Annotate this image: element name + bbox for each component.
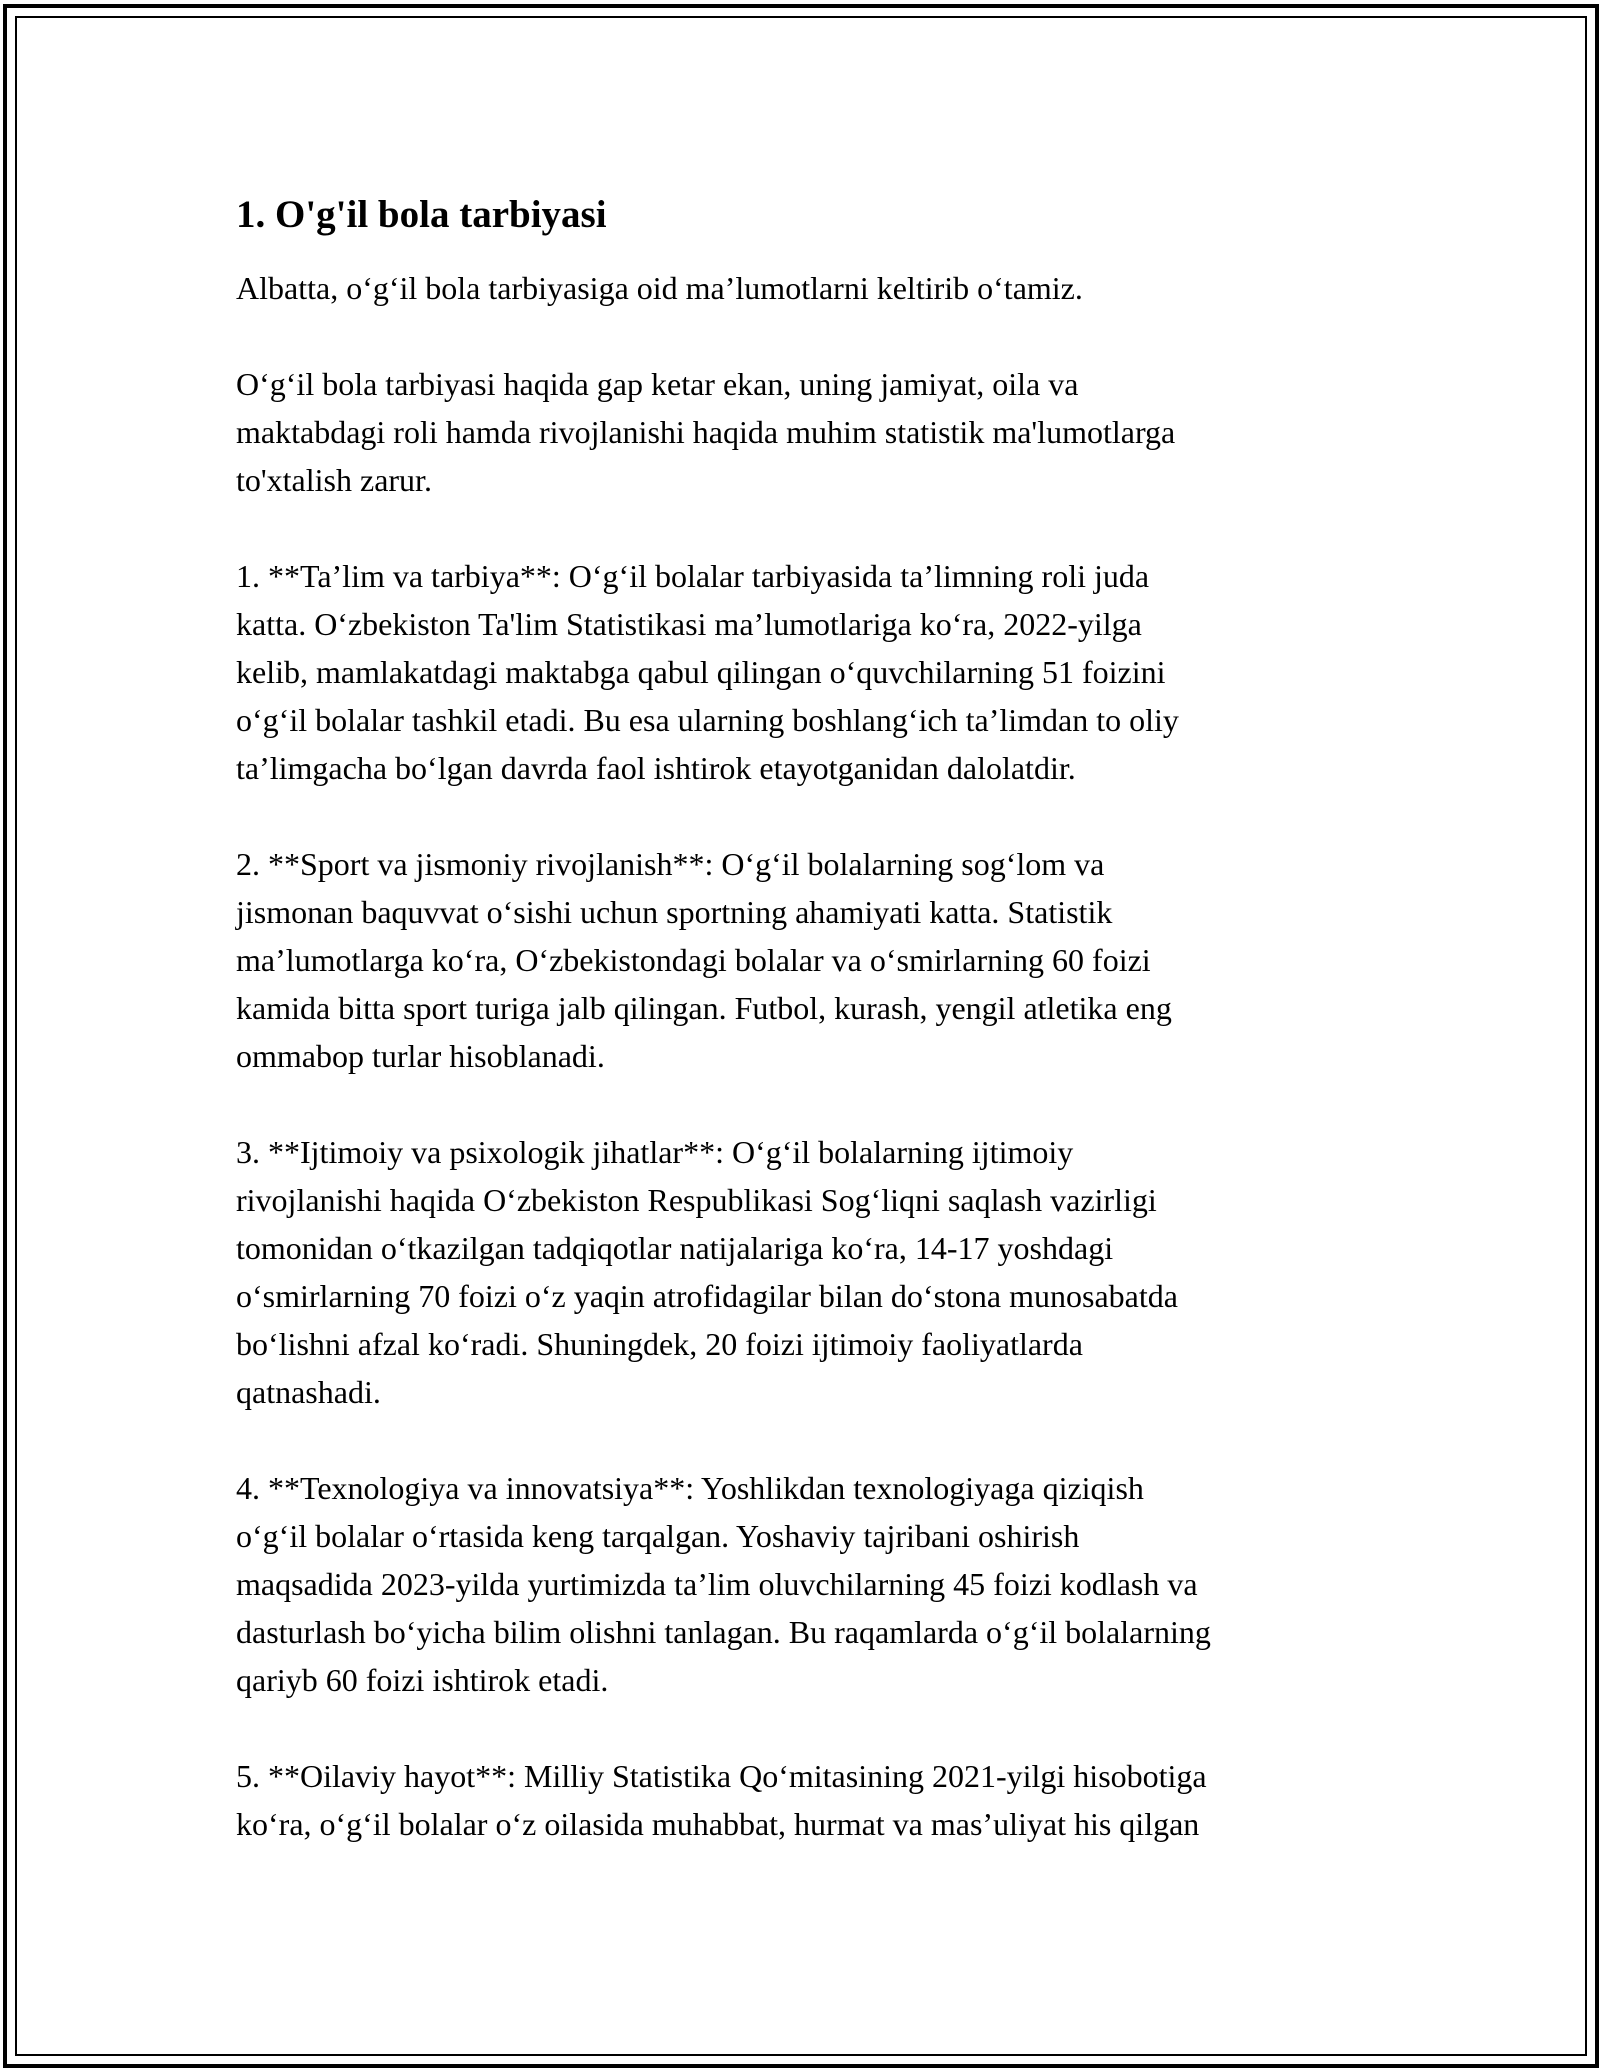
paragraph-overview: O‘g‘il bola tarbiyasi haqida gap ketar ekan, uning jamiyat, oila va maktabdagi roli hamda rivojlanishi haqida muhim statistik ma'lumotlarga to'xtalish zarur. (236, 366, 1176, 498)
document-page (236, 188, 1356, 1896)
paragraph-education: 1. **Ta’lim va tarbiya**: O‘g‘il bolalar tarbiyasida ta’limning roli juda katta. O‘zbekiston Ta'lim Statistikasi ma’lumotlariga ko‘ra, 2022-yilga kelib, mamlakatdagi maktabga qabul qilingan o‘quvchilarning 51 foizini o‘g‘il bolalar tashkil etadi. Bu esa ularning boshlang‘ich ta’limdan to oliy ta’limgacha bo‘lgan davrda faol ishtirok etayotganidan dalolatdir. (236, 558, 1179, 786)
paragraph-technology: 4. **Texnologiya va innovatsiya**: Yoshlikdan texnologiyaga qiziqish o‘g‘il bolalar o‘rtasida keng tarqalgan. Yoshaviy tajribani oshirish maqsadida 2023-yilda yurtimizda ta’lim oluvchilarning 45 foizi kodlash va dasturlash bo‘yicha bilim olishni tanlagan. Bu raqamlarda o‘g‘il bolalarning qariyb 60 foizi ishtirok etadi. (236, 1470, 1211, 1698)
paragraph-family: 5. **Oilaviy hayot**: Milliy Statistika Qo‘mitasining 2021-yilgi hisobotiga ko‘ra, o‘g‘il bolalar o‘z oilasida muhabbat, hurmat va mas’uliyat his qilgan (236, 1758, 1207, 1842)
document-title: 1. O'g'il bola tarbiyasi (236, 193, 607, 236)
paragraph-social: 3. **Ijtimoiy va psixologik jihatlar**: O‘g‘il bolalarning ijtimoiy rivojlanishi haqida O‘zbekiston Respublikasi Sog‘liqni saqlash vazirligi tomonidan o‘tkazilgan tadqiqotlar natijalariga ko‘ra, 14-17 yoshdagi o‘smirlarning 70 foizi o‘z yaqin atrofidagilar bilan do‘stona munosabatda bo‘lishni afzal ko‘radi. Shuningdek, 20 foizi ijtimoiy faoliyatlarda qatnashadi. (236, 1134, 1178, 1410)
paragraph-sport: 2. **Sport va jismoniy rivojlanish**: O‘g‘il bolalarning sog‘lom va jismonan baquvvat o‘sishi uchun sportning ahamiyati katta. Statistik ma’lumotlarga ko‘ra, O‘zbekistondagi bolalar va o‘smirlarning 60 foizi kamida bitta sport turiga jalb qilingan. Futbol, kurash, yengil atletika eng ommabop turlar hisoblanadi. (236, 846, 1172, 1074)
paragraph-intro: Albatta, o‘g‘il bola tarbiyasiga oid ma’lumotlarni keltirib o‘tamiz. (236, 270, 1083, 306)
